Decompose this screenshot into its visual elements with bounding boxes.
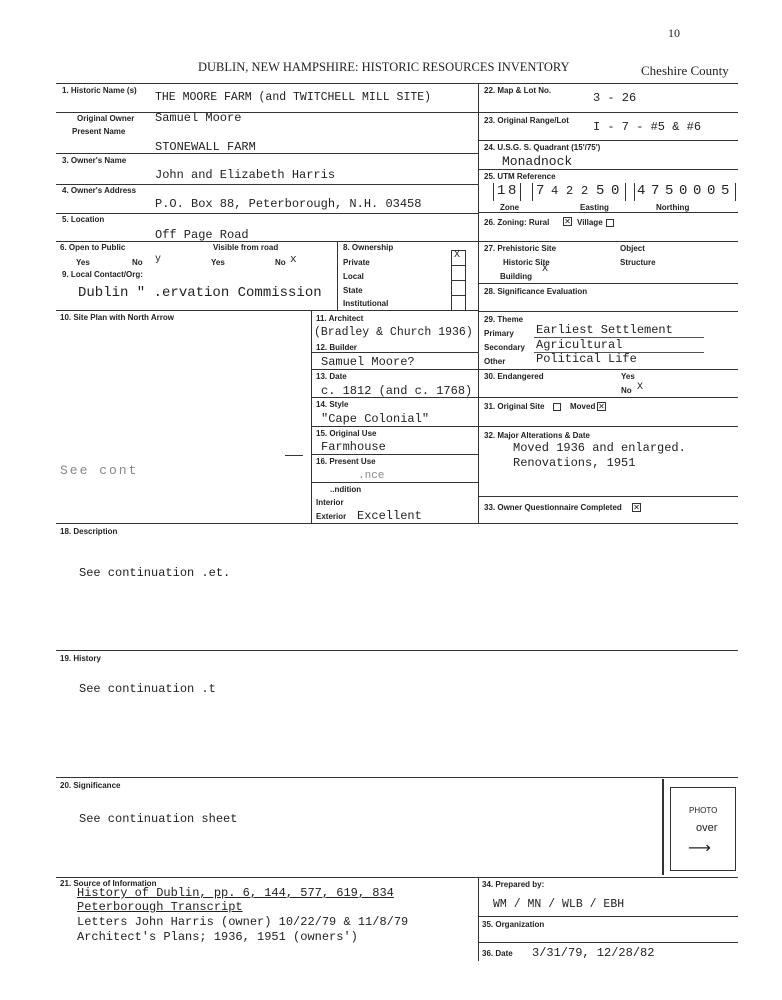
divider bbox=[478, 397, 738, 398]
section-divider bbox=[56, 650, 738, 651]
utm-zone-digit: 8 bbox=[508, 183, 517, 199]
usgs-quadrant-value: Monadnock bbox=[502, 154, 573, 169]
object-label: Object bbox=[620, 244, 645, 253]
utm-northing-caption: Northing bbox=[656, 203, 690, 212]
original-site-label: 31. Original Site bbox=[484, 402, 545, 411]
right-column-divider bbox=[478, 83, 479, 523]
original-site-checkbox bbox=[553, 403, 561, 411]
utm-reference-label: 25. UTM Reference bbox=[484, 172, 556, 181]
divider bbox=[478, 241, 738, 242]
open-public-mark: y bbox=[155, 254, 162, 265]
divider bbox=[56, 112, 478, 113]
map-lot-label: 22. Map & Lot No. bbox=[484, 86, 552, 95]
site-plan-value: See cont bbox=[60, 463, 139, 478]
original-range-value: I - 7 - #5 & #6 bbox=[593, 120, 702, 134]
date-prepared-value: 3/31/79, 12/28/82 bbox=[532, 946, 655, 960]
structure-label: Structure bbox=[620, 258, 656, 267]
ownership-state-checkbox bbox=[451, 280, 466, 296]
utm-northing-digit: 7 bbox=[651, 183, 660, 199]
major-alterations-line2: Renovations, 1951 bbox=[513, 456, 636, 470]
divider bbox=[478, 311, 738, 312]
source-line: Peterborough Transcript bbox=[77, 900, 243, 914]
present-name-value: STONEWALL FARM bbox=[155, 140, 256, 154]
moved-label: Moved bbox=[570, 402, 596, 411]
history-value: See continuation .t bbox=[79, 682, 216, 696]
divider bbox=[311, 454, 478, 455]
owner-address-value: P.O. Box 88, Peterborough, N.H. 03458 bbox=[155, 197, 422, 211]
original-owner-label: Original Owner bbox=[77, 114, 135, 123]
theme-other-label: Other bbox=[484, 357, 506, 366]
section-divider bbox=[56, 877, 738, 878]
divider bbox=[311, 369, 478, 370]
utm-northing-digit: 4 bbox=[637, 183, 646, 199]
builder-label: 12. Builder bbox=[316, 343, 357, 352]
photo-label: PHOTO bbox=[689, 806, 718, 815]
theme-other-value: Political Life bbox=[536, 352, 637, 366]
style-value: "Cape Colonial" bbox=[321, 412, 430, 426]
source-line: Letters John Harris (owner) 10/22/79 & 11/8/79 bbox=[77, 915, 409, 929]
divider bbox=[478, 140, 738, 141]
section-divider bbox=[56, 777, 738, 778]
moved-checkbox-checked: ✕ bbox=[598, 402, 605, 411]
date-value: c. 1812 (and c. 1768) bbox=[321, 384, 473, 398]
historic-site-label: Historic Site bbox=[503, 258, 550, 267]
usgs-quadrant-label: 24. U.S.G. S. Quadrant (15'/75') bbox=[484, 143, 601, 152]
local-contact-value: Dublin " .ervation Commission bbox=[78, 285, 322, 301]
utm-easting-digit: 0 bbox=[611, 183, 620, 199]
present-use-label: 16. Present Use bbox=[316, 457, 376, 466]
original-range-label: 23. Original Range/Lot bbox=[484, 116, 569, 125]
divider bbox=[311, 482, 478, 483]
utm-easting-digit: 4 bbox=[551, 184, 559, 198]
ownership-label: 8. Ownership bbox=[343, 243, 394, 252]
style-label: 14. Style bbox=[316, 400, 349, 409]
utm-northing-digit: 0 bbox=[679, 183, 688, 199]
prehistoric-site-label: 27. Prehistoric Site bbox=[484, 244, 557, 253]
building-mark: X bbox=[542, 264, 549, 275]
owner-address-label: 4. Owner's Address bbox=[62, 186, 137, 195]
ownership-institutional: Institutional bbox=[343, 299, 389, 308]
owner-questionnaire-checkbox-checked: ✕ bbox=[633, 503, 640, 512]
divider bbox=[56, 241, 478, 242]
divider bbox=[478, 283, 738, 284]
section-divider bbox=[56, 523, 738, 524]
builder-value: Samuel Moore? bbox=[321, 355, 415, 369]
historic-name-value: THE MOORE FARM (and TWITCHELL MILL SITE) bbox=[155, 91, 432, 104]
bottom-column-divider bbox=[478, 877, 479, 961]
location-label: 5. Location bbox=[62, 215, 105, 224]
utm-easting-digit: 5 bbox=[596, 183, 605, 199]
source-line: Architect's Plans; 1936, 1951 (owners') bbox=[77, 930, 358, 944]
present-use-value: .nce bbox=[358, 470, 385, 482]
endangered-label: 30. Endangered bbox=[484, 372, 544, 381]
prepared-by-label: 34. Prepared by: bbox=[482, 880, 545, 889]
endangered-yes: Yes bbox=[621, 372, 635, 381]
divider bbox=[478, 212, 738, 213]
building-label: Building bbox=[500, 272, 532, 281]
utm-zone-digit: 1 bbox=[497, 183, 506, 199]
architect-label: 11. Architect bbox=[316, 314, 364, 323]
original-owner-value: Samuel Moore bbox=[155, 111, 242, 125]
utm-northing-digit: 0 bbox=[693, 183, 702, 199]
open-to-public-label: 6. Open to Public bbox=[60, 243, 126, 252]
visible-from-road-label: Visible from road bbox=[213, 243, 279, 252]
theme-primary-value: Earliest Settlement bbox=[536, 323, 673, 337]
open-public-yes: Yes bbox=[76, 258, 90, 267]
owner-questionnaire-label: 33. Owner Questionnaire Completed bbox=[484, 503, 622, 512]
utm-northing-digit: 5 bbox=[665, 183, 674, 199]
open-public-no: No bbox=[132, 258, 143, 267]
ownership-local: Local bbox=[343, 272, 364, 281]
ownership-state: State bbox=[343, 286, 363, 295]
divider bbox=[478, 916, 738, 917]
significance-evaluation-label: 28. Significance Evaluation bbox=[484, 287, 588, 296]
source-label: 21. Source of Information bbox=[60, 879, 157, 888]
site-plan-divider bbox=[311, 310, 312, 523]
utm-easting-digit: 7 bbox=[536, 183, 545, 199]
ownership-local-checkbox bbox=[451, 265, 466, 281]
form-title: DUBLIN, NEW HAMPSHIRE: HISTORIC RESOURCES INVENTORY bbox=[198, 60, 570, 74]
divider bbox=[478, 426, 738, 427]
zoning-village-checkbox bbox=[606, 219, 614, 227]
date-label: 13. Date bbox=[316, 372, 347, 381]
original-use-label: 15. Original Use bbox=[316, 429, 377, 438]
divider bbox=[311, 352, 478, 353]
divider bbox=[478, 369, 738, 370]
local-contact-label: 9. Local Contact/Org: bbox=[62, 270, 143, 279]
utm-easting-digit: 2 bbox=[566, 184, 574, 198]
original-use-value: Farmhouse bbox=[321, 440, 386, 454]
utm-northing-digit: 0 bbox=[707, 183, 716, 199]
visible-no: No bbox=[275, 258, 286, 267]
organization-label: 35. Organization bbox=[482, 920, 545, 929]
architect-value: (Bradley & Church 1936) bbox=[314, 326, 473, 339]
visible-yes: Yes bbox=[211, 258, 225, 267]
location-value: Off Page Road bbox=[155, 228, 249, 242]
prepared-by-value: WM / MN / WLB / EBH bbox=[493, 898, 625, 911]
divider bbox=[311, 426, 478, 427]
divider bbox=[285, 455, 303, 456]
condition-label: ..ndition bbox=[330, 485, 362, 494]
present-name-label: Present Name bbox=[72, 127, 126, 136]
theme-secondary-value: Agricultural bbox=[536, 338, 623, 352]
zoning-village-label: Village bbox=[577, 218, 603, 227]
condition-exterior-value: Excellent bbox=[357, 509, 422, 523]
utm-northing-digit: 5 bbox=[721, 183, 730, 199]
photo-over-text: over bbox=[696, 822, 718, 834]
divider bbox=[478, 112, 738, 113]
theme-label: 29. Theme bbox=[484, 315, 524, 324]
utm-northing-box bbox=[634, 183, 736, 201]
site-plan-label: 10. Site Plan with North Arrow bbox=[60, 313, 174, 322]
owner-name-value: John and Elizabeth Harris bbox=[155, 168, 336, 182]
condition-interior-label: Interior bbox=[316, 498, 344, 507]
ownership-institutional-checkbox bbox=[451, 295, 466, 311]
condition-exterior-label: Exterior bbox=[316, 512, 347, 521]
utm-easting-caption: Easting bbox=[580, 203, 609, 212]
description-value: See continuation .et. bbox=[79, 566, 231, 580]
top-border bbox=[56, 83, 738, 84]
divider bbox=[478, 169, 738, 170]
map-lot-value: 3 - 26 bbox=[593, 91, 637, 105]
ownership-private-mark: X bbox=[454, 250, 461, 261]
right-arrow-icon: ⟶ bbox=[688, 838, 711, 857]
utm-zone-caption: Zone bbox=[500, 203, 520, 212]
source-line: History of Dublin, pp. 6, 144, 577, 619, 834 bbox=[77, 886, 394, 900]
divider bbox=[56, 153, 478, 154]
ownership-divider bbox=[337, 241, 338, 311]
county-name: Cheshire County bbox=[641, 63, 729, 78]
major-alterations-label: 32. Major Alterations & Date bbox=[484, 431, 590, 440]
major-alterations-line1: Moved 1936 and enlarged. bbox=[513, 441, 686, 455]
ownership-private: Private bbox=[343, 258, 370, 267]
divider bbox=[56, 213, 478, 214]
page-number: 10 bbox=[668, 26, 680, 40]
owner-name-label: 3. Owner's Name bbox=[62, 156, 127, 165]
divider bbox=[478, 942, 738, 943]
theme-primary-label: Primary bbox=[484, 329, 514, 338]
divider bbox=[56, 310, 478, 311]
significance-value: See continuation sheet bbox=[79, 812, 238, 826]
theme-secondary-label: Secondary bbox=[484, 343, 525, 352]
zoning-rural-checkbox-checked: ✕ bbox=[564, 217, 571, 226]
utm-zone-box bbox=[493, 183, 521, 201]
endangered-no: No bbox=[621, 386, 632, 395]
significance-label: 20. Significance bbox=[60, 781, 121, 790]
historic-name-label: 1. Historic Name (s) bbox=[62, 86, 137, 95]
description-label: 18. Description bbox=[60, 527, 118, 536]
date-prepared-label: 36. Date bbox=[482, 949, 513, 958]
endangered-no-mark: X bbox=[637, 382, 644, 393]
divider bbox=[478, 496, 738, 497]
history-label: 19. History bbox=[60, 654, 101, 663]
utm-easting-digit: 2 bbox=[581, 184, 589, 198]
zoning-label: 26. Zoning: Rural bbox=[484, 218, 550, 227]
visible-mark: x bbox=[290, 254, 297, 266]
utm-easting-box bbox=[532, 183, 626, 201]
divider bbox=[56, 184, 478, 185]
